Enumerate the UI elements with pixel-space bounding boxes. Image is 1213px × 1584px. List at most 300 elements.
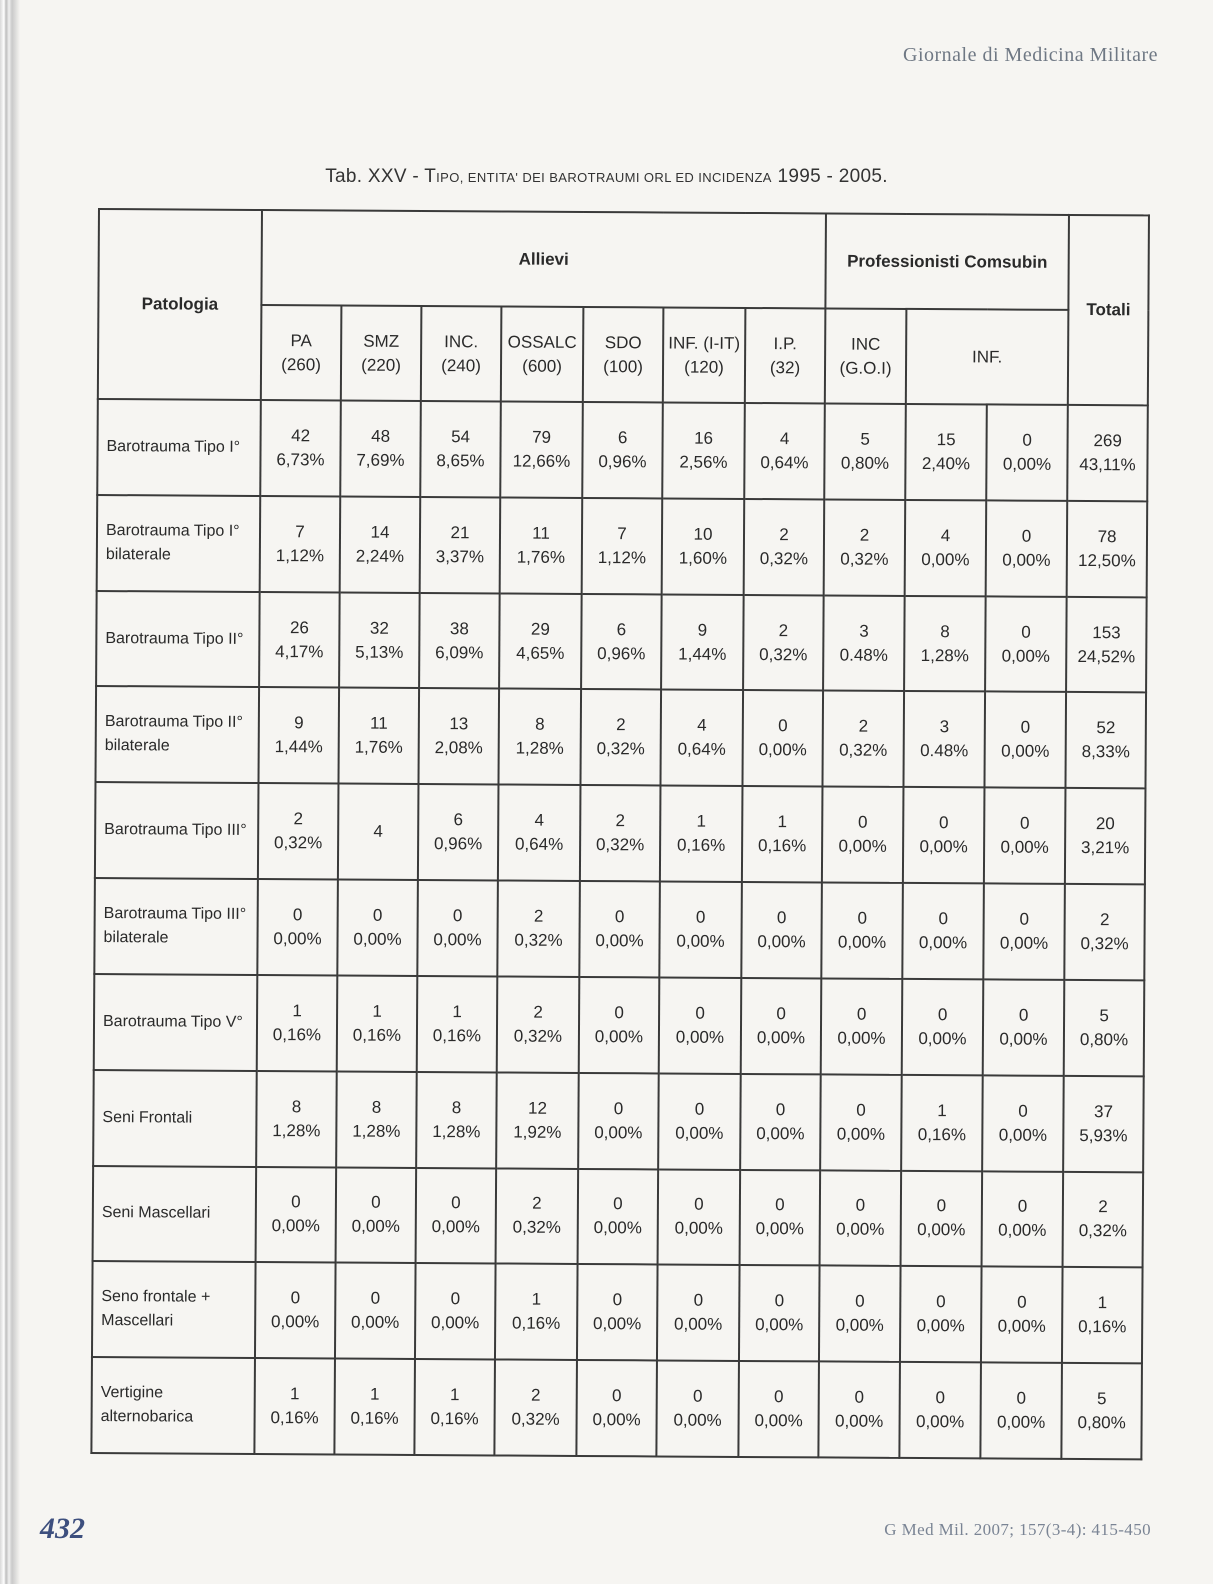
cell-percentage: 0,80% <box>1077 1413 1126 1433</box>
table-cell <box>902 883 984 979</box>
cell-percentage: 0,32% <box>759 548 809 569</box>
cell-percentage: 0,64% <box>760 452 809 473</box>
table-cell <box>260 400 341 496</box>
cell-count: 0 <box>612 1290 623 1310</box>
cell-percentage: 2,56% <box>679 452 728 472</box>
table-cell <box>659 977 742 1073</box>
cell-percentage: 0,16% <box>676 835 726 855</box>
cell-percentage: 0,00% <box>353 929 402 949</box>
journal-citation: G Med Mil. 2007; 157(3-4): 415-450 <box>884 1520 1151 1539</box>
column-header-sample-size: (260) <box>281 354 321 374</box>
table-cell <box>581 594 662 690</box>
cell-count: 0 <box>614 907 625 927</box>
row-label: Barotrauma Tipo II° bilaterale <box>95 686 259 783</box>
table-cell <box>498 689 581 785</box>
cell-percentage: 7,69% <box>356 450 405 470</box>
table-cell <box>256 1071 337 1167</box>
table-cell <box>417 880 498 976</box>
cell-percentage: 0,00% <box>756 1027 806 1048</box>
row-label: Barotrauma Tipo V° <box>94 974 258 1071</box>
cell-count: 11 <box>369 714 388 734</box>
table-cell <box>582 498 663 594</box>
cell-count: 0 <box>693 1290 704 1310</box>
cell-percentage: 0,00% <box>996 1412 1046 1432</box>
table-row <box>95 686 1146 788</box>
table-cell <box>496 1168 579 1264</box>
cell-count: 269 <box>1093 430 1122 451</box>
table-cell <box>337 880 418 976</box>
cell-percentage: 0,16% <box>352 1025 402 1045</box>
cell-count: 0 <box>1020 813 1030 833</box>
row-label: Barotrauma Tipo III° bilaterale <box>94 878 258 975</box>
cell-percentage: 0,00% <box>594 1122 643 1142</box>
cell-count: 48 <box>371 426 391 446</box>
cell-count: 0 <box>936 1196 947 1216</box>
cell-percentage: 0,00% <box>998 1220 1047 1241</box>
cell-percentage: 0,00% <box>918 1028 967 1049</box>
cell-count: 3 <box>859 621 869 641</box>
column-header-name: INC <box>851 334 881 354</box>
column-header <box>341 305 422 400</box>
table-cell <box>743 595 824 691</box>
patologia-header: Patologia <box>98 209 262 400</box>
table-cell <box>500 497 583 593</box>
cell-percentage: 0,00% <box>431 1313 480 1333</box>
cell-percentage: 0,16% <box>512 1313 561 1334</box>
table-cell <box>1065 788 1146 884</box>
cell-count: 0 <box>452 906 463 926</box>
column-header-name: OSSALC <box>507 332 577 352</box>
cell-percentage: 0,00% <box>271 1312 320 1332</box>
cell-percentage: 1,76% <box>516 547 566 567</box>
cell-count: 8 <box>451 1097 462 1117</box>
column-header-name: SMZ <box>363 331 400 351</box>
cell-count: 0 <box>1022 430 1032 450</box>
table-cell <box>500 401 583 497</box>
table-cell <box>901 1075 983 1171</box>
cell-percentage: 0,64% <box>514 834 564 855</box>
cell-count: 153 <box>1092 622 1121 642</box>
table-cell <box>983 883 1065 979</box>
cell-count: 0 <box>773 1387 784 1407</box>
table-row <box>97 495 1148 597</box>
table-cell <box>658 1169 741 1265</box>
journal-running-head: Giornale di Medicina Militare <box>903 44 1158 66</box>
cell-count: 0 <box>774 1291 785 1311</box>
cell-percentage: 0,32% <box>840 549 889 569</box>
cell-percentage: 0,32% <box>273 833 323 853</box>
table-row <box>92 1261 1143 1363</box>
cell-count: 0 <box>776 908 787 928</box>
table-cell <box>984 788 1066 884</box>
column-header <box>261 305 342 400</box>
table-cell <box>982 1171 1064 1267</box>
table-cell <box>497 881 580 977</box>
cell-count: 0 <box>292 905 303 925</box>
column-header-name: INC. <box>444 331 479 351</box>
cell-count: 4 <box>779 429 790 449</box>
cell-percentage: 3,21% <box>1081 838 1130 858</box>
table-cell <box>254 1358 335 1454</box>
cell-percentage: 1,28% <box>920 645 969 665</box>
cell-count: 2 <box>533 1002 543 1022</box>
cell-percentage: 0,00% <box>676 931 725 951</box>
cell-percentage: 1,12% <box>597 547 647 568</box>
cell-count: 1 <box>937 1100 947 1120</box>
cell-count: 12 <box>527 1098 548 1118</box>
table-cell <box>258 687 339 783</box>
cell-count: 0 <box>858 812 868 832</box>
cell-count: 9 <box>697 620 708 640</box>
cell-percentage: 1,28% <box>272 1120 321 1140</box>
cell-count: 0 <box>856 1004 867 1024</box>
table-cell <box>821 882 903 978</box>
cell-percentage: 2,40% <box>921 453 971 474</box>
table-cell <box>742 786 823 882</box>
cell-percentage: 0,00% <box>593 1314 642 1334</box>
cell-count: 32 <box>369 618 389 638</box>
table-cell <box>1061 1363 1142 1459</box>
table-cell <box>986 404 1068 500</box>
cell-percentage: 43,11% <box>1079 454 1136 475</box>
table-cell <box>498 785 581 881</box>
cell-percentage: 4,17% <box>275 641 324 661</box>
row-label: Barotrauma Tipo II° <box>96 591 260 688</box>
row-label: Barotrauma Tipo I° bilaterale <box>97 495 261 592</box>
column-header <box>421 306 502 401</box>
cell-count: 1 <box>452 1001 462 1022</box>
cell-percentage: 0,00% <box>835 1315 884 1336</box>
table-cell <box>496 1072 579 1168</box>
cell-count: 0 <box>857 908 867 928</box>
cell-count: 0 <box>451 1193 461 1213</box>
cell-percentage: 0,32% <box>514 930 563 950</box>
cell-percentage: 1,92% <box>513 1122 562 1142</box>
cell-count: 14 <box>370 522 390 542</box>
table-cell <box>416 1167 497 1263</box>
cell-percentage: 0,00% <box>675 1027 725 1047</box>
table-cell <box>416 1072 497 1168</box>
cell-percentage: 0,00% <box>758 740 807 760</box>
cell-count: 1 <box>1097 1293 1108 1313</box>
cell-count: 1 <box>289 1384 300 1404</box>
cell-count: 0 <box>450 1289 461 1309</box>
caption-prefix: Tab. XXV - T <box>325 166 437 187</box>
cell-percentage: 5,93% <box>1079 1125 1128 1145</box>
table-cell <box>499 593 582 689</box>
table-row <box>97 399 1148 501</box>
table-cell <box>744 403 825 499</box>
cell-percentage: 2,08% <box>434 738 483 758</box>
cell-count: 1 <box>777 812 788 832</box>
cell-count: 0 <box>1016 1388 1027 1408</box>
caption-years: 1995 - 2005. <box>777 166 888 187</box>
cell-count: 0 <box>936 1292 946 1312</box>
cell-percentage: 0,96% <box>433 834 483 854</box>
cell-count: 5 <box>1099 1005 1109 1025</box>
table-cell <box>420 401 501 497</box>
table-cell <box>981 1267 1063 1363</box>
table-row <box>93 1165 1144 1267</box>
totali-header: Totali <box>1068 215 1149 405</box>
cell-count: 0 <box>613 1098 624 1118</box>
table-cell <box>255 1262 336 1358</box>
column-header <box>825 308 907 403</box>
table-cell <box>257 879 338 975</box>
barotrauma-table <box>90 208 1150 1460</box>
cell-percentage: 0,00% <box>755 1315 804 1335</box>
cell-percentage: 0,32% <box>596 739 645 759</box>
table-cell <box>1062 1267 1143 1363</box>
table-cell <box>576 1360 657 1456</box>
table-cell <box>1067 501 1148 597</box>
cell-count: 0 <box>1018 1101 1028 1121</box>
cell-percentage: 0,00% <box>836 1124 886 1144</box>
cell-count: 8 <box>535 715 545 735</box>
cell-percentage: 0,16% <box>430 1409 479 1429</box>
table-cell <box>577 1264 658 1360</box>
table-cell <box>1066 692 1147 788</box>
cell-percentage: 0,80% <box>840 453 890 473</box>
cell-percentage: 0,32% <box>511 1409 560 1429</box>
table-cell <box>742 690 823 786</box>
column-header-sample-size: (120) <box>684 357 724 377</box>
table-cell <box>335 1263 416 1359</box>
cell-count: 0 <box>938 909 948 929</box>
row-label: Vertigine alternobarica <box>91 1357 255 1454</box>
table-cell <box>578 1073 659 1169</box>
cell-count: 0 <box>778 716 788 736</box>
table-cell <box>494 1360 577 1456</box>
table-cell <box>662 498 745 594</box>
cell-percentage: 12,66% <box>512 451 571 471</box>
cell-count: 0 <box>775 1099 786 1119</box>
table-cell <box>337 975 418 1071</box>
cell-percentage: 0,00% <box>757 932 806 952</box>
table-cell <box>980 1363 1062 1459</box>
professionisti-group-header: Professionisti Comsubin <box>825 213 1069 309</box>
cell-percentage: 0,32% <box>839 740 888 761</box>
table-cell <box>658 1073 741 1169</box>
allievi-group-header: Allievi <box>261 210 826 308</box>
table-cell <box>820 1074 902 1170</box>
table-cell <box>582 402 663 498</box>
column-header <box>583 307 664 402</box>
cell-percentage: 0,00% <box>997 1316 1046 1337</box>
table-cell <box>905 404 987 500</box>
table-cell <box>497 976 580 1072</box>
column-header <box>745 308 826 403</box>
table-cell <box>580 785 661 881</box>
cell-count: 2 <box>615 811 626 831</box>
cell-count: 6 <box>617 428 628 448</box>
cell-count: 4 <box>373 821 383 841</box>
table-cell <box>741 978 822 1074</box>
table-cell <box>740 1074 821 1170</box>
cell-count: 0 <box>1017 1197 1028 1217</box>
cell-percentage: 0.48% <box>920 741 969 761</box>
cell-percentage: 0,00% <box>836 1219 885 1240</box>
cell-percentage: 1,60% <box>678 548 728 568</box>
cell-count: 13 <box>449 714 469 734</box>
table-cell <box>1064 980 1145 1076</box>
cell-count: 37 <box>1094 1101 1114 1121</box>
cell-percentage: 0,00% <box>431 1217 480 1237</box>
cell-percentage: 0,00% <box>592 1410 641 1430</box>
table-cell <box>660 690 743 786</box>
cell-percentage: 0,00% <box>1001 741 1050 762</box>
table-cell <box>741 882 822 978</box>
table-cell <box>336 1167 417 1263</box>
cell-percentage: 0,00% <box>351 1312 400 1333</box>
cell-percentage: 0,00% <box>755 1219 804 1239</box>
table-cell <box>1066 597 1147 693</box>
cell-percentage: 1,28% <box>515 738 564 759</box>
cell-count: 1 <box>531 1289 542 1309</box>
table-cell <box>256 1166 337 1262</box>
cell-count: 4 <box>534 810 545 830</box>
cell-percentage: 0,00% <box>675 1123 724 1143</box>
cell-percentage: 0,00% <box>919 837 968 857</box>
table-cell <box>578 1168 659 1264</box>
column-header-sample-size: (240) <box>441 355 481 375</box>
table-cell <box>824 499 906 595</box>
table-row <box>96 591 1147 693</box>
cell-count: 0 <box>290 1288 301 1308</box>
cell-percentage: 4,65% <box>516 643 565 663</box>
column-header-sample-size: (32) <box>769 357 801 377</box>
table-caption <box>0 166 1213 188</box>
page-number: 432 <box>40 1512 85 1545</box>
cell-count: 0 <box>776 1003 786 1023</box>
cell-percentage: 0,00% <box>837 932 887 952</box>
cell-percentage: 0,00% <box>594 1026 644 1047</box>
cell-count: 9 <box>294 713 304 733</box>
table-cell <box>823 691 905 787</box>
column-header-sample-size: (G.O.I) <box>839 358 892 378</box>
cell-count: 2 <box>533 906 544 926</box>
cell-count: 4 <box>940 525 951 545</box>
cell-percentage: 0,80% <box>1079 1029 1129 1050</box>
cell-percentage: 0,16% <box>1078 1317 1127 1337</box>
table-cell <box>1067 405 1148 501</box>
cell-percentage: 0,00% <box>351 1216 400 1237</box>
table-row <box>95 782 1146 884</box>
cell-count: 1 <box>369 1384 380 1404</box>
table-cell <box>339 592 420 688</box>
cell-count: 0 <box>291 1192 301 1212</box>
cell-count: 0 <box>695 907 706 927</box>
cell-percentage: 1,28% <box>432 1121 481 1141</box>
table-cell <box>986 500 1068 596</box>
table-cell <box>985 692 1067 788</box>
table-cell <box>899 1362 981 1458</box>
cell-count: 78 <box>1097 526 1117 546</box>
cell-count: 0 <box>854 1387 865 1407</box>
cell-percentage: 6,73% <box>276 450 325 470</box>
column-header-sample-size: (600) <box>522 356 562 376</box>
cell-percentage: 0,00% <box>1001 646 1050 666</box>
table-cell <box>340 496 421 592</box>
cell-count: 2 <box>293 809 304 829</box>
table-cell <box>904 691 986 787</box>
cell-count: 2 <box>859 525 870 545</box>
cell-count: 42 <box>291 426 311 446</box>
cell-percentage: 0,64% <box>677 739 726 760</box>
cell-count: 7 <box>617 523 627 543</box>
cell-count: 0 <box>372 905 383 925</box>
row-label: Seno frontale + Mascellari <box>92 1261 256 1358</box>
row-label: Seni Frontali <box>93 1070 257 1167</box>
cell-percentage: 0,32% <box>1080 933 1129 954</box>
cell-count: 1 <box>292 1000 302 1021</box>
table-cell <box>903 787 985 883</box>
cell-count: 0 <box>1021 622 1031 642</box>
table-cell <box>1063 1171 1144 1267</box>
column-header-name: I.P. <box>773 333 797 353</box>
cell-percentage: 0,00% <box>756 1123 805 1143</box>
cell-percentage: 0,00% <box>921 549 970 570</box>
cell-count: 6 <box>453 810 464 830</box>
column-header-name: INF. <box>971 346 1003 367</box>
column-header-sample-size: (220) <box>361 355 401 375</box>
cell-percentage: 0,32% <box>513 1026 563 1046</box>
cell-percentage: 0,00% <box>1000 837 1049 857</box>
cell-count: 1 <box>372 1001 382 1021</box>
cell-count: 2 <box>1098 1197 1108 1217</box>
cell-count: 4 <box>697 716 707 736</box>
cell-percentage: 0,00% <box>273 929 322 949</box>
cell-percentage: 0,00% <box>998 1125 1048 1145</box>
cell-percentage: 0,32% <box>512 1217 561 1238</box>
table-row <box>91 1357 1142 1459</box>
cell-count: 20 <box>1095 814 1115 834</box>
table-cell <box>414 1359 495 1455</box>
cell-percentage: 2,24% <box>355 546 405 566</box>
cell-count: 1 <box>696 811 707 831</box>
caption-title: IPO, ENTITA' DEI BAROTRAUMI ORL ED INCIDENZA <box>436 170 772 185</box>
cell-count: 0 <box>695 1003 705 1023</box>
cell-count: 11 <box>532 523 550 543</box>
table-cell <box>662 402 745 498</box>
column-header <box>501 306 584 401</box>
table-cell <box>821 978 903 1074</box>
cell-percentage: 0,00% <box>916 1316 965 1336</box>
cell-percentage: 0,16% <box>917 1124 967 1144</box>
cell-count: 0 <box>692 1386 703 1406</box>
cell-count: 0 <box>1018 1005 1029 1025</box>
table-cell <box>739 1265 820 1361</box>
cell-count: 6 <box>616 619 627 639</box>
table-cell <box>823 595 905 691</box>
table-cell <box>419 593 500 689</box>
cell-count: 2 <box>616 715 626 735</box>
column-header-name: SDO <box>604 332 642 352</box>
table-cell <box>336 1071 417 1167</box>
cell-percentage: 3,37% <box>435 546 485 567</box>
table-cell <box>983 979 1065 1075</box>
table-cell <box>260 496 341 592</box>
table-cell <box>901 1170 983 1266</box>
table-cell <box>819 1266 901 1362</box>
cell-percentage: 0,00% <box>593 1218 642 1238</box>
cell-count: 5 <box>1097 1389 1107 1409</box>
cell-count: 10 <box>693 524 713 544</box>
cell-percentage: 0,32% <box>595 835 645 855</box>
table-cell <box>1064 884 1145 980</box>
table-cell <box>418 784 499 880</box>
table-cell <box>822 787 904 883</box>
